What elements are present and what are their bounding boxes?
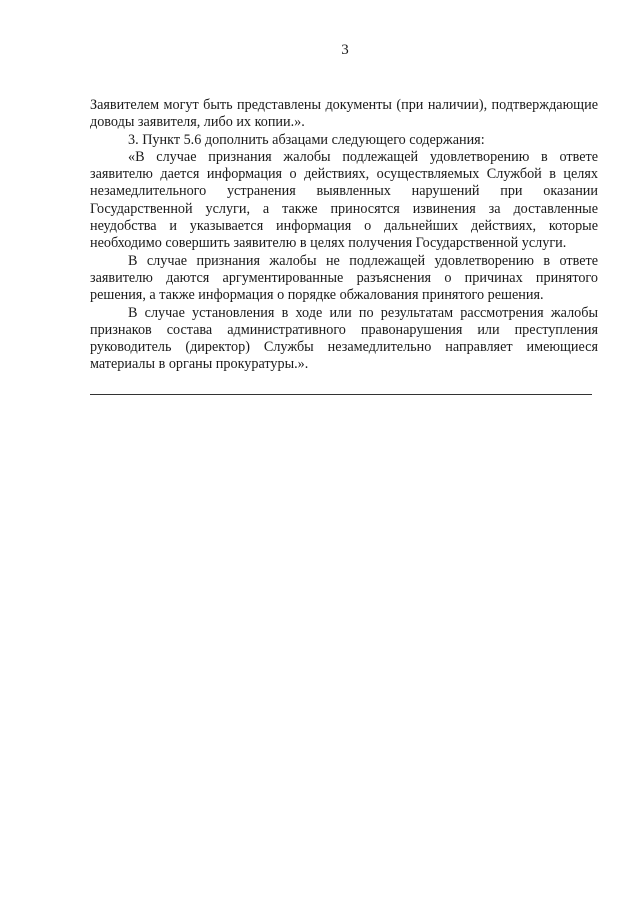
paragraph-amendment-clause: 3. Пункт 5.6 дополнить абзацами следующего содержания: bbox=[128, 131, 485, 148]
closing-divider bbox=[90, 394, 592, 395]
paragraph-complaint-satisfied: «В случае признания жалобы подлежащей удовлетворению в ответе заявителю дается информация о действиях, осуществляемых Службой в целях незамедлительного устранения выявленных нарушений при оказании Государственной услуги, а также приносятся извинения за доставленные неудобства и указывается информация о дальнейших действиях, которые необходимо совершить заявителю в целях получения Государственной услуги. bbox=[90, 148, 598, 252]
paragraph-continuation: Заявителем могут быть представлены документы (при наличии), подтверждающие доводы заявителя, либо их копии.». bbox=[90, 97, 598, 131]
paragraph-prosecution-referral: В случае установления в ходе или по результатам рассмотрения жалобы признаков состава административного правонарушения или преступления руководитель (директор) Службы незамедлительно направляет имеющиеся материалы в органы прокуратуры.». bbox=[90, 304, 598, 373]
page-number: 3 bbox=[341, 42, 349, 58]
paragraph-complaint-rejected: В случае признания жалобы не подлежащей удовлетворению в ответе заявителю даются аргументированные разъяснения о причинах принятого решения, а также информация о порядке обжалования принятого решения. bbox=[90, 252, 598, 304]
document-body bbox=[90, 97, 598, 374]
